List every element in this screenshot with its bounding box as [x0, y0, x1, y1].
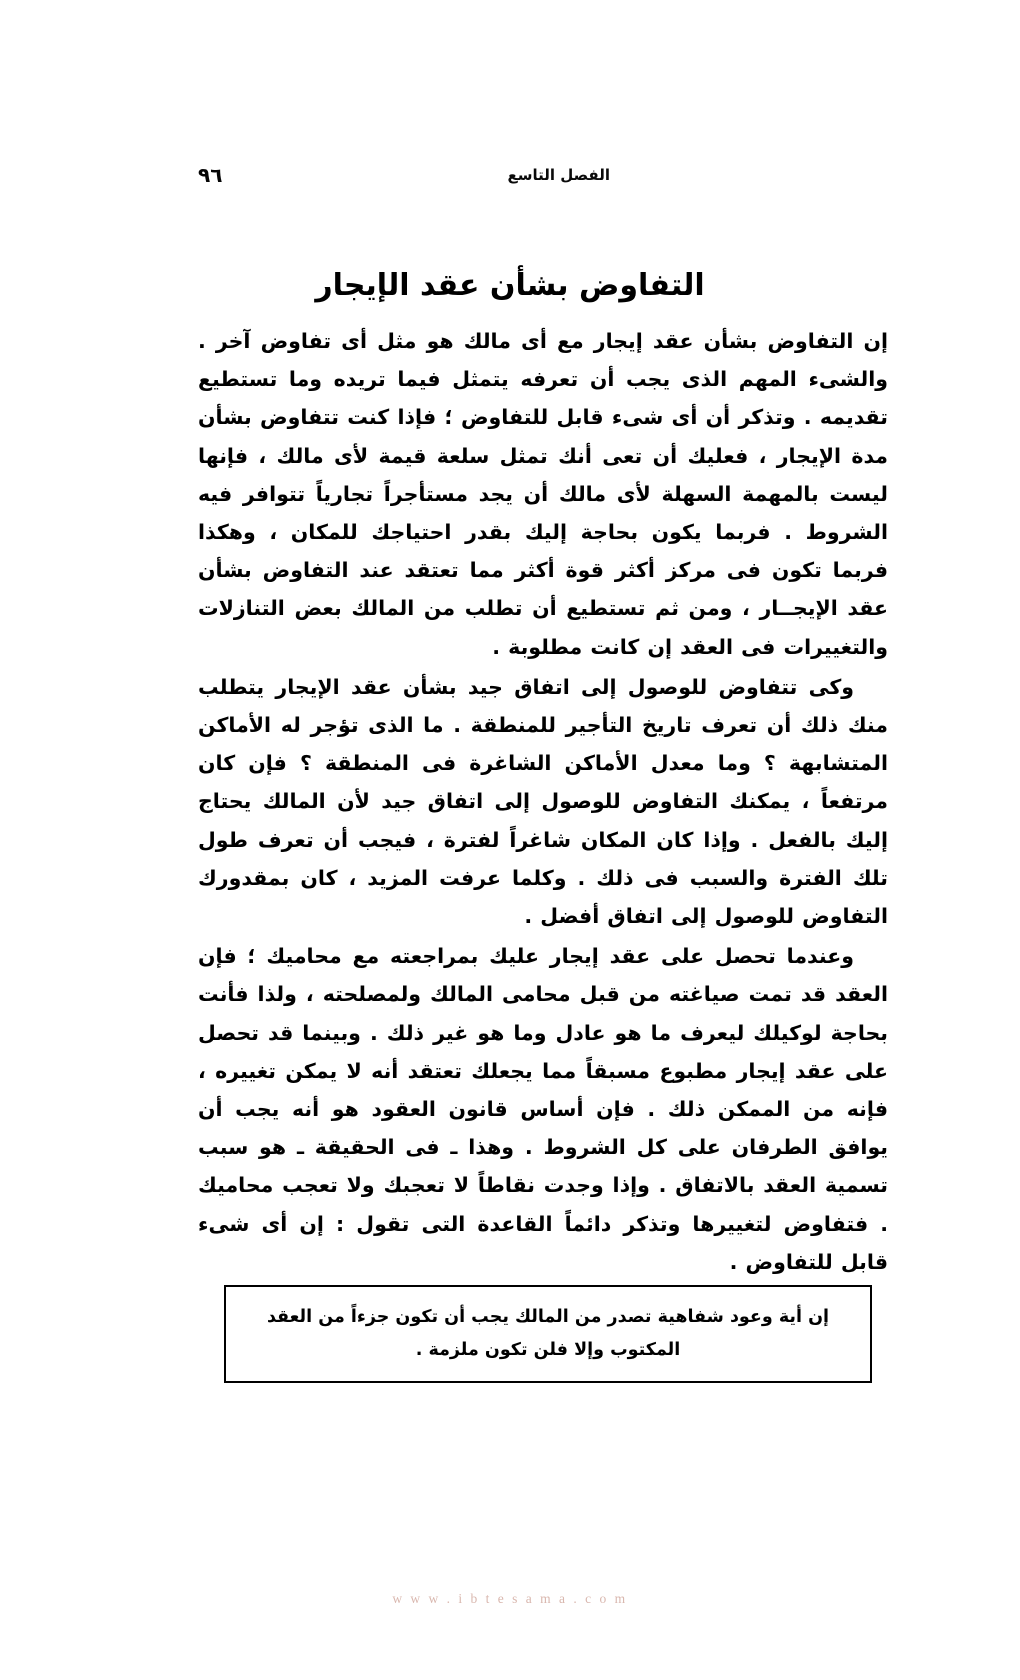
running-head [120, 158, 900, 192]
page-title: التفاوض بشأن عقد الإيجار [315, 268, 705, 304]
page-number: ٩٦ [198, 163, 223, 187]
body-text [198, 322, 888, 1283]
paragraph-1: إن التفاوض بشأن عقد إيجار مع أى مالك هو مثل أى تفاوض آخر . والشىء المهم الذى يجب أن تعرفه يتمثل فيما تريده وما تستطيع تقديمه . وتذكر أن أى شىء قابل للتفاوض ؛ فإذا كنت تتفاوض بشأن مدة الإيجار ، فعليك أن تعى أنك تمثل سلعة قيمة لأى مالك ، فإنها ليست بالمهمة السهلة لأى مالك أن يجد مستأجراً تجارياً تتوافر فيه الشروط . فربما يكون بحاجة إليك بقدر احتياجك للمكان ، وهكذا فربما تكون فى مركز أكثر قوة أكثر مما تعتقد عند التفاوض بشأن عقد الإيجــار ، ومن ثم تستطيع أن تطلب من المالك بعض التنازلات والتغييرات فى العقد إن كانت مطلوبة . [198, 329, 888, 659]
chapter-label: الفصل التاسع [507, 166, 610, 184]
callout-text: إن أية وعود شفاهية تصدر من المالك يجب أن تكون جزءاً من العقد المكتوب وإلا فلن تكون ملزمة . [266, 1307, 830, 1360]
paragraph-3: وعندما تحصل على عقد إيجار عليك بمراجعته مع محاميك ؛ فإن العقد قد تمت صياغته من قبل محامى المالك ولمصلحته ، ولذا فأنت بحاجة لوكيلك ليعرف ما هو عادل وما هو غير ذلك . وبينما قد تحصل على عقد إيجار مطبوع مسبقاً مما يجعلك تعتقد أنه لا يمكن تغييره ، فإنه من الممكن ذلك . فإن أساس قانون العقود هو أنه يجب أن يوافق الطرفان على كل الشروط . وهذا ـ فى الحقيقة ـ هو سبب تسمية العقد بالاتفاق . وإذا وجدت نقاطاً لا تعجبك ولا تعجب محاميك . فتفاوض لتغييرها وتذكر دائماً القاعدة التى تقول : إن أى شىء قابل للتفاوض . [198, 944, 888, 1274]
watermark-text: w w w . i b t e s a m a . c o m [392, 1591, 628, 1606]
callout-box [224, 1285, 872, 1383]
paragraph-2: وكى تتفاوض للوصول إلى اتفاق جيد بشأن عقد الإيجار يتطلب منك ذلك أن تعرف تاريخ التأجير للمنطقة . ما الذى تؤجر له الأماكن المتشابهة ؟ وما معدل الأماكن الشاغرة فى المنطقة ؟ فإن كان مرتفعاً ، يمكنك التفاوض للوصول إلى اتفاق جيد لأن المالك يحتاج إليك بالفعل . وإذا كان المكان شاغراً لفترة ، فيجب أن تعرف طول تلك الفترة والسبب فى ذلك . وكلما عرفت المزيد ، كان بمقدورك التفاوض للوصول إلى اتفاق أفضل . [198, 674, 888, 929]
footer-watermark [0, 1588, 1020, 1607]
